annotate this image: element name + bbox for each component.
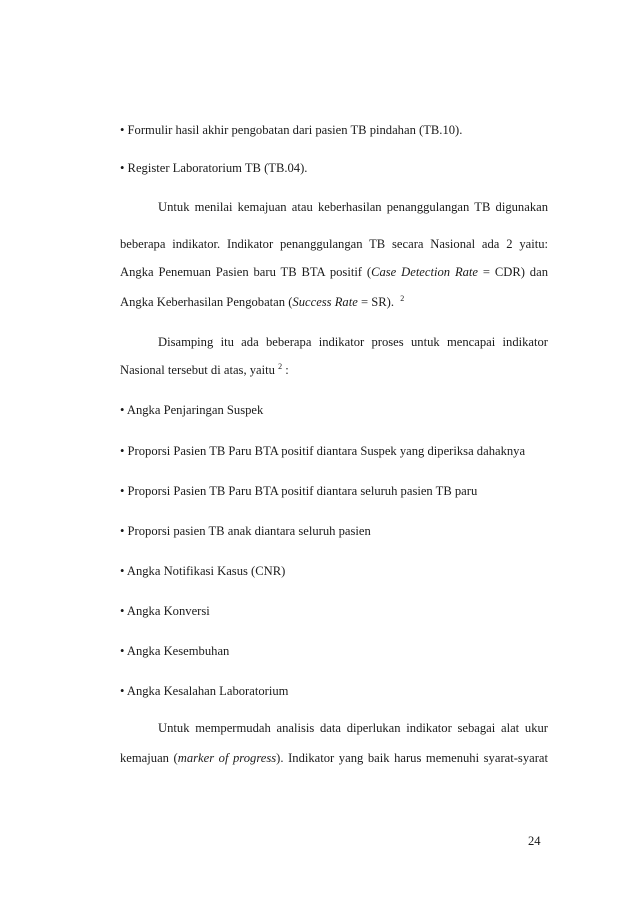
paragraph-3-line-2	[120, 750, 548, 766]
emphasis-marker: marker of progress	[177, 751, 277, 765]
bullet-formulir: • Formulir hasil akhir pengobatan dari pasien TB pindahan (TB.10).	[120, 123, 463, 137]
paragraph-1-line-2: beberapa indikator. Indikator penanggulangan TB secara Nasional ada 2 yaitu:	[120, 237, 548, 251]
list-item: • Proporsi Pasien TB Paru BTA positif diantara seluruh pasien TB paru	[120, 484, 478, 498]
paragraph-2-line-2	[120, 362, 548, 378]
list-item: • Proporsi pasien TB anak diantara seluruh pasien	[120, 524, 371, 538]
emphasis-sr: Success Rate	[292, 295, 358, 309]
list-item: • Angka Kesalahan Laboratorium	[120, 684, 289, 698]
text-run: kemajuan (	[120, 751, 178, 765]
list-item: • Angka Kesembuhan	[120, 644, 230, 658]
paragraph-1-line-4	[120, 294, 548, 310]
emphasis-cdr: Case Detection Rate	[371, 265, 479, 279]
list-item: • Proporsi Pasien TB Paru BTA positif diantara Suspek yang diperiksa dahaknya	[120, 444, 526, 458]
paragraph-1-line-3	[120, 264, 548, 280]
list-item: • Angka Konversi	[120, 604, 210, 618]
footnote-ref: 2	[400, 293, 405, 303]
paragraph-1-line-1: Untuk menilai kemajuan atau keberhasilan penanggulangan TB digunakan	[158, 200, 548, 214]
list-item: • Angka Penjaringan Suspek	[120, 403, 264, 417]
text-run: = CDR) dan	[478, 265, 548, 279]
text-run: ). Indikator yang baik harus memenuhi syarat-syarat	[276, 751, 548, 765]
text-run: :	[285, 363, 289, 377]
paragraph-2-line-1: Disamping itu ada beberapa indikator proses untuk mencapai indikator	[158, 335, 548, 349]
paragraph-3-line-1: Untuk mempermudah analisis data diperlukan indikator sebagai alat ukur	[158, 721, 548, 735]
page-number: 24	[528, 834, 541, 848]
bullet-register: • Register Laboratorium TB (TB.04).	[120, 161, 308, 175]
text-run: Angka Penemuan Pasien baru TB BTA positif (	[120, 265, 372, 279]
text-run: Angka Keberhasilan Pengobatan (	[120, 295, 293, 309]
list-item: • Angka Notifikasi Kasus (CNR)	[120, 564, 286, 578]
text-run: Nasional tersebut di atas, yaitu	[120, 363, 275, 377]
footnote-ref: 2	[278, 361, 283, 371]
text-run: = SR).	[357, 295, 394, 309]
